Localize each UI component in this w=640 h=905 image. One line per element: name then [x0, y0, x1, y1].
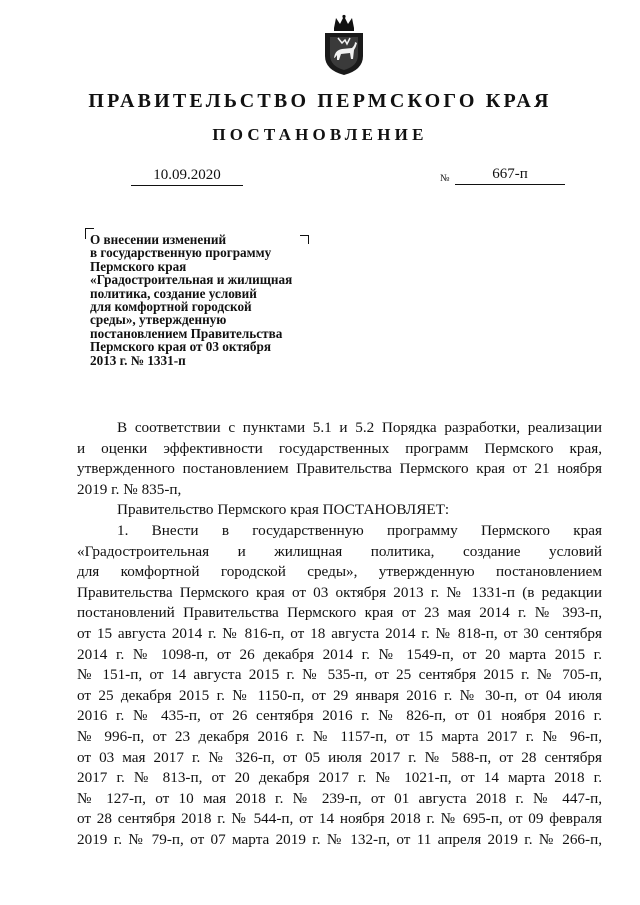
subject-line: в государственную программу [90, 245, 272, 261]
body-line: от 03 мая 2017 г. № 326-п, от 05 июля 2017 г. № 588-п, от 28 сентября [77, 748, 602, 766]
body-line: В соответствии с пунктами 5.1 и 5.2 Порядка разработки, реализации [117, 419, 602, 436]
subject-line: Пермского края от 03 октября [90, 339, 271, 355]
document-subject [90, 233, 340, 367]
number-sign: № [440, 173, 450, 184]
body-line: 2019 г. № 79-п, от 07 марта 2019 г. № 132-п, от 11 апреля 2019 г. № 266-п, [77, 830, 602, 848]
body-line: 2019 г. № 835-п, [77, 480, 182, 498]
body-line: постановлений Правительства Пермского края от 23 мая 2014 г. № 393-п, [77, 604, 602, 622]
subject-line: «Градостроительная и жилищная [90, 272, 293, 288]
government-name: ПРАВИТЕЛЬСТВО ПЕРМСКОГО КРАЯ [88, 90, 552, 112]
body-line: 2017 г. № 813-п, от 20 декабря 2017 г. № 1021-п, от 14 марта 2018 г. [77, 769, 602, 787]
body-line: «Градостроительная и жилищная политика, создание условий [77, 542, 602, 560]
subject-line: среды», утвержденную [90, 312, 227, 328]
document-number: 667-п [455, 164, 565, 185]
document-type: ПОСТАНОВЛЕНИЕ [212, 125, 428, 144]
body-line: от 15 августа 2014 г. № 816-п, от 18 августа 2014 г. № 818-п, от 30 сентября [77, 624, 602, 642]
document-body [77, 418, 602, 850]
body-line: Правительство Пермского края ПОСТАНОВЛЯЕТ: [117, 501, 450, 519]
body-line: 2016 г. № 435-п, от 26 сентября 2016 г. № 826-п, от 01 ноября 2016 г. [77, 707, 602, 725]
subject-line: Пермского края [90, 258, 187, 274]
body-line: и оценки эффективности государственных программ Пермского края, [77, 439, 602, 457]
body-line: № 127-п, от 10 мая 2018 г. № 239-п, от 01 августа 2018 г. № 447-п, [77, 789, 602, 807]
body-line: 1. Внести в государственную программу Пермского края [117, 521, 602, 539]
body-line: утвержденного постановлением Правительства Пермского края от 21 ноября [77, 460, 602, 478]
subject-line: политика, создание условий [90, 285, 257, 301]
body-line: Правительства Пермского края от 03 октября 2013 г. № 1331-п (в редакции [77, 583, 602, 601]
paragraph-resolves [77, 500, 602, 521]
subject-line: постановлением Правительства [90, 325, 283, 341]
subject-line: О внесении изменений [90, 232, 227, 247]
paragraph-preamble [77, 418, 602, 500]
body-line: от 25 декабря 2015 г. № 1150-п, от 29 января 2016 г. № 30-п, от 04 июля [77, 686, 602, 704]
subject-line: для комфортной городской [90, 299, 252, 315]
subject-line: 2013 г. № 1331-п [90, 352, 186, 368]
body-line: для комфортной городской среды», утвержденную постановлением [77, 563, 602, 581]
paragraph-item-1 [77, 521, 602, 851]
document-date: 10.09.2020 [131, 165, 243, 186]
coat-of-arms-icon [322, 14, 366, 76]
body-line: № 996-п, от 23 декабря 2016 г. № 1157-п, от 15 марта 2017 г. № 96-п, [77, 727, 602, 745]
body-line: 2014 г. № 1098-п, от 26 декабря 2014 г. № 1549-п, от 20 марта 2015 г. [77, 645, 602, 663]
body-line: от 28 сентября 2018 г. № 544-п, от 14 ноября 2018 г. № 695-п, от 09 февраля [77, 810, 602, 828]
body-line: № 151-п, от 14 августа 2015 г. № 535-п, от 25 сентября 2015 г. № 705-п, [77, 666, 602, 684]
